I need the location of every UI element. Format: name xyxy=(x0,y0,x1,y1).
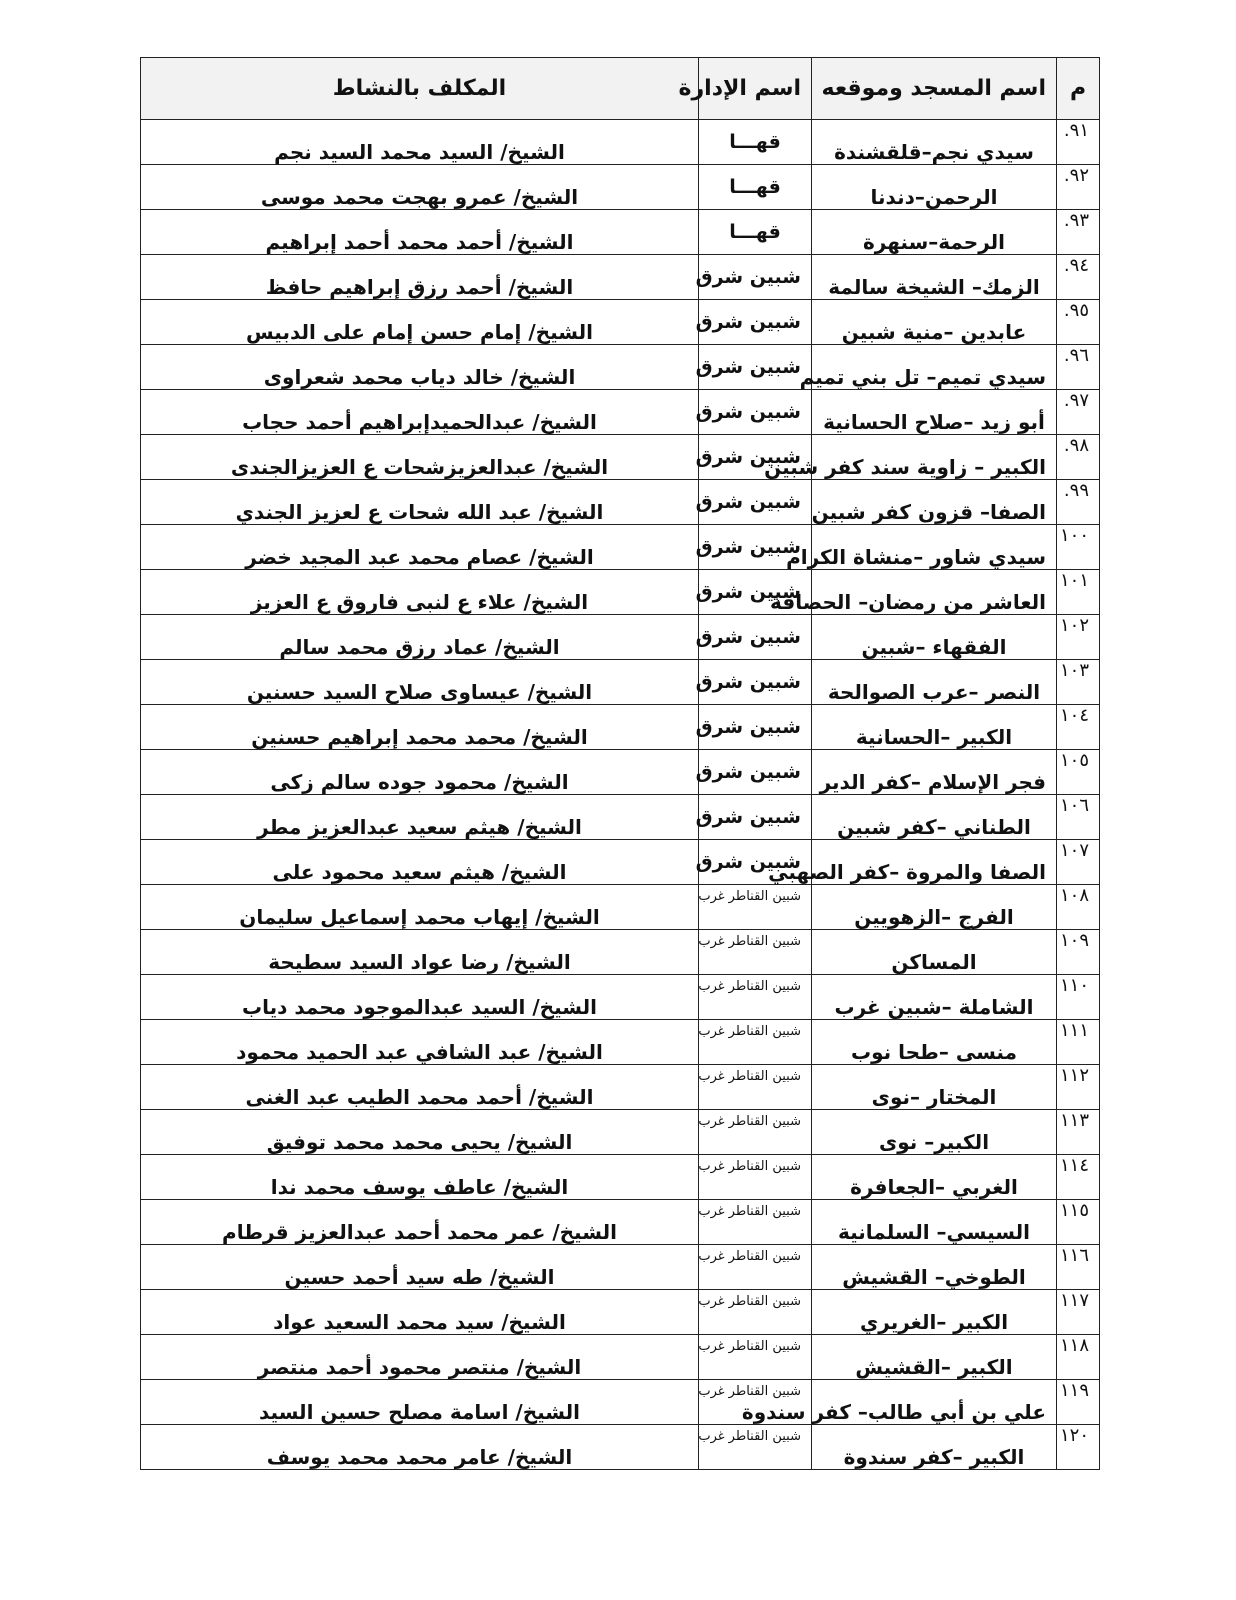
table-row xyxy=(141,1155,1100,1200)
table-header-row xyxy=(141,58,1100,120)
administration-name: شبين القناطر غرب xyxy=(699,1245,812,1290)
table-row xyxy=(141,1425,1100,1470)
row-number: ١١٩ xyxy=(1057,1380,1100,1425)
administration-name: شبين شرق xyxy=(699,615,812,660)
document-page xyxy=(140,57,1100,1470)
assigned-person: الشيخ/ سيد محمد السعيد عواد xyxy=(141,1290,699,1335)
table-row xyxy=(141,1065,1100,1110)
assigned-person: الشيخ/ عيساوى صلاح السيد حسنين xyxy=(141,660,699,705)
assigned-person: الشيخ/ منتصر محمود أحمد منتصر xyxy=(141,1335,699,1380)
row-number: ٩٧. xyxy=(1057,390,1100,435)
table-row xyxy=(141,525,1100,570)
administration-name: شبين شرق xyxy=(699,480,812,525)
administration-name: شبين شرق xyxy=(699,255,812,300)
administration-name: شبين شرق xyxy=(699,840,812,885)
row-number: ٩١. xyxy=(1057,120,1100,165)
row-number: ١١٨ xyxy=(1057,1335,1100,1380)
administration-name: شبين القناطر غرب xyxy=(699,1425,812,1470)
row-number: ١١٠ xyxy=(1057,975,1100,1020)
assigned-person: الشيخ/ السيد محمد السيد نجم xyxy=(141,120,699,165)
administration-name: قهـــا xyxy=(699,165,812,210)
header-admin: اسم الإدارة xyxy=(699,58,812,120)
header-person: المكلف بالنشاط xyxy=(141,58,699,120)
administration-name: شبين شرق xyxy=(699,570,812,615)
row-number: ٩٩. xyxy=(1057,480,1100,525)
table-row xyxy=(141,120,1100,165)
mosque-name: الطوخي– القشيش xyxy=(812,1245,1057,1290)
mosque-name: الزمك– الشيخة سالمة xyxy=(812,255,1057,300)
assigned-person: الشيخ/ عبد الشافي عبد الحميد محمود xyxy=(141,1020,699,1065)
header-mosque: اسم المسجد وموقعه xyxy=(812,58,1057,120)
administration-name: شبين القناطر غرب xyxy=(699,1110,812,1155)
mosque-name: الرحمن–دندنا xyxy=(812,165,1057,210)
assigned-person: الشيخ/ أحمد محمد الطيب عبد الغنى xyxy=(141,1065,699,1110)
table-row xyxy=(141,615,1100,660)
assigned-person: الشيخ/ اسامة مصلح حسين السيد xyxy=(141,1380,699,1425)
mosque-name: المساكن xyxy=(812,930,1057,975)
table-row xyxy=(141,930,1100,975)
row-number: ٩٤. xyxy=(1057,255,1100,300)
row-number: ٩٣. xyxy=(1057,210,1100,255)
administration-name: شبين القناطر غرب xyxy=(699,1335,812,1380)
mosque-name: الصفا والمروة –كفر الصهبي xyxy=(812,840,1057,885)
assigned-person: الشيخ/ السيد عبدالموجود محمد دياب xyxy=(141,975,699,1020)
mosque-assignments-table xyxy=(140,57,1100,1470)
table-row xyxy=(141,975,1100,1020)
administration-name: شبين القناطر غرب xyxy=(699,1290,812,1335)
table-row xyxy=(141,570,1100,615)
row-number: ١١٣ xyxy=(1057,1110,1100,1155)
assigned-person: الشيخ/ هيثم سعيد عبدالعزيز مطر xyxy=(141,795,699,840)
row-number: ١٠٠ xyxy=(1057,525,1100,570)
table-row xyxy=(141,480,1100,525)
mosque-name: منسى –طحا نوب xyxy=(812,1020,1057,1065)
mosque-name: الكبير –الحسانية xyxy=(812,705,1057,750)
row-number: ١٠٦ xyxy=(1057,795,1100,840)
administration-name: شبين شرق xyxy=(699,705,812,750)
administration-name: شبين القناطر غرب xyxy=(699,1020,812,1065)
assigned-person: الشيخ/ عبدالعزيزشحات ع العزيزالجندى xyxy=(141,435,699,480)
table-row xyxy=(141,1380,1100,1425)
assigned-person: الشيخ/ علاء ع لنبى فاروق ع العزيز xyxy=(141,570,699,615)
table-row xyxy=(141,1110,1100,1155)
mosque-name: الكبير – زاوية سند كفر شبين xyxy=(812,435,1057,480)
table-row xyxy=(141,840,1100,885)
row-number: ٩٢. xyxy=(1057,165,1100,210)
mosque-name: الصفا– قزون كفر شبين xyxy=(812,480,1057,525)
administration-name: شبين القناطر غرب xyxy=(699,975,812,1020)
administration-name: شبين شرق xyxy=(699,660,812,705)
assigned-person: الشيخ/ عماد رزق محمد سالم xyxy=(141,615,699,660)
row-number: ١١٧ xyxy=(1057,1290,1100,1335)
mosque-name: الطناني –كفر شبين xyxy=(812,795,1057,840)
administration-name: شبين القناطر غرب xyxy=(699,930,812,975)
mosque-name: الرحمة–سنهرة xyxy=(812,210,1057,255)
row-number: ١٢٠ xyxy=(1057,1425,1100,1470)
row-number: ١١٦ xyxy=(1057,1245,1100,1290)
row-number: ٩٨. xyxy=(1057,435,1100,480)
row-number: ١٠١ xyxy=(1057,570,1100,615)
assigned-person: الشيخ/ هيثم سعيد محمود على xyxy=(141,840,699,885)
administration-name: شبين القناطر غرب xyxy=(699,1200,812,1245)
row-number: ١٠٥ xyxy=(1057,750,1100,795)
administration-name: شبين شرق xyxy=(699,435,812,480)
table-row xyxy=(141,1200,1100,1245)
administration-name: شبين القناطر غرب xyxy=(699,1155,812,1200)
mosque-name: المختار –نوى xyxy=(812,1065,1057,1110)
assigned-person: الشيخ/ عامر محمد محمد يوسف xyxy=(141,1425,699,1470)
administration-name: شبين شرق xyxy=(699,390,812,435)
row-number: ١١١ xyxy=(1057,1020,1100,1065)
administration-name: شبين شرق xyxy=(699,795,812,840)
mosque-name: الغربي –الجعافرة xyxy=(812,1155,1057,1200)
administration-name: شبين شرق xyxy=(699,300,812,345)
assigned-person: الشيخ/ إمام حسن إمام على الدبيس xyxy=(141,300,699,345)
mosque-name: عابدين –منية شبين xyxy=(812,300,1057,345)
mosque-name: الكبير –الغريري xyxy=(812,1290,1057,1335)
row-number: ١٠٩ xyxy=(1057,930,1100,975)
administration-name: شبين القناطر غرب xyxy=(699,1380,812,1425)
table-row xyxy=(141,300,1100,345)
assigned-person: الشيخ/ عصام محمد عبد المجيد خضر xyxy=(141,525,699,570)
assigned-person: الشيخ/ عمر محمد أحمد عبدالعزيز قرطام xyxy=(141,1200,699,1245)
table-row xyxy=(141,435,1100,480)
row-number: ٩٦. xyxy=(1057,345,1100,390)
assigned-person: الشيخ/ محمود جوده سالم زكى xyxy=(141,750,699,795)
mosque-name: علي بن أبي طالب– كفر سندوة xyxy=(812,1380,1057,1425)
assigned-person: الشيخ/ إيهاب محمد إسماعيل سليمان xyxy=(141,885,699,930)
administration-name: شبين شرق xyxy=(699,750,812,795)
table-row xyxy=(141,1335,1100,1380)
administration-name: قهـــا xyxy=(699,120,812,165)
assigned-person: الشيخ/ رضا عواد السيد سطيحة xyxy=(141,930,699,975)
assigned-person: الشيخ/ خالد دياب محمد شعراوى xyxy=(141,345,699,390)
assigned-person: الشيخ/ عاطف يوسف محمد ندا xyxy=(141,1155,699,1200)
administration-name: قهـــا xyxy=(699,210,812,255)
row-number: ١٠٨ xyxy=(1057,885,1100,930)
row-number: ٩٥. xyxy=(1057,300,1100,345)
mosque-name: سيدي نجم–قلقشندة xyxy=(812,120,1057,165)
row-number: ١٠٤ xyxy=(1057,705,1100,750)
mosque-name: أبو زيد –صلاح الحسانية xyxy=(812,390,1057,435)
administration-name: شبين القناطر غرب xyxy=(699,885,812,930)
mosque-name: الكبير –القشيش xyxy=(812,1335,1057,1380)
assigned-person: الشيخ/ عبد الله شحات ع لعزيز الجندي xyxy=(141,480,699,525)
table-row xyxy=(141,345,1100,390)
table-row xyxy=(141,1020,1100,1065)
table-row xyxy=(141,390,1100,435)
table-row xyxy=(141,705,1100,750)
mosque-name: الكبير –كفر سندوة xyxy=(812,1425,1057,1470)
table-row xyxy=(141,255,1100,300)
mosque-name: الفقهاء –شبين xyxy=(812,615,1057,660)
row-number: ١٠٢ xyxy=(1057,615,1100,660)
assigned-person: الشيخ/ عمرو بهجت محمد موسى xyxy=(141,165,699,210)
mosque-name: السيسي– السلمانية xyxy=(812,1200,1057,1245)
row-number: ١١٢ xyxy=(1057,1065,1100,1110)
table-row xyxy=(141,1290,1100,1335)
assigned-person: الشيخ/ يحيى محمد محمد توفيق xyxy=(141,1110,699,1155)
table-body xyxy=(141,120,1100,1470)
assigned-person: الشيخ/ عبدالحميدإبراهيم أحمد حجاب xyxy=(141,390,699,435)
table-row xyxy=(141,750,1100,795)
assigned-person: الشيخ/ أحمد محمد أحمد إبراهيم xyxy=(141,210,699,255)
mosque-name: الشاملة –شبين غرب xyxy=(812,975,1057,1020)
administration-name: شبين شرق xyxy=(699,525,812,570)
row-number: ١١٤ xyxy=(1057,1155,1100,1200)
header-num: م xyxy=(1057,58,1100,120)
row-number: ١١٥ xyxy=(1057,1200,1100,1245)
administration-name: شبين القناطر غرب xyxy=(699,1065,812,1110)
table-row xyxy=(141,660,1100,705)
mosque-name: العاشر من رمضان– الحصافة xyxy=(812,570,1057,615)
mosque-name: الفرج –الزهويين xyxy=(812,885,1057,930)
row-number: ١٠٧ xyxy=(1057,840,1100,885)
table-row xyxy=(141,885,1100,930)
assigned-person: الشيخ/ محمد محمد إبراهيم حسنين xyxy=(141,705,699,750)
row-number: ١٠٣ xyxy=(1057,660,1100,705)
assigned-person: الشيخ/ أحمد رزق إبراهيم حافظ xyxy=(141,255,699,300)
administration-name: شبين شرق xyxy=(699,345,812,390)
mosque-name: النصر –عرب الصوالحة xyxy=(812,660,1057,705)
mosque-name: الكبير– نوى xyxy=(812,1110,1057,1155)
mosque-name: سيدي شاور –منشاة الكرام xyxy=(812,525,1057,570)
table-row xyxy=(141,795,1100,840)
table-row xyxy=(141,1245,1100,1290)
mosque-name: سيدي تميم– تل بني تميم xyxy=(812,345,1057,390)
table-row xyxy=(141,165,1100,210)
assigned-person: الشيخ/ طه سيد أحمد حسين xyxy=(141,1245,699,1290)
table-row xyxy=(141,210,1100,255)
mosque-name: فجر الإسلام –كفر الدير xyxy=(812,750,1057,795)
